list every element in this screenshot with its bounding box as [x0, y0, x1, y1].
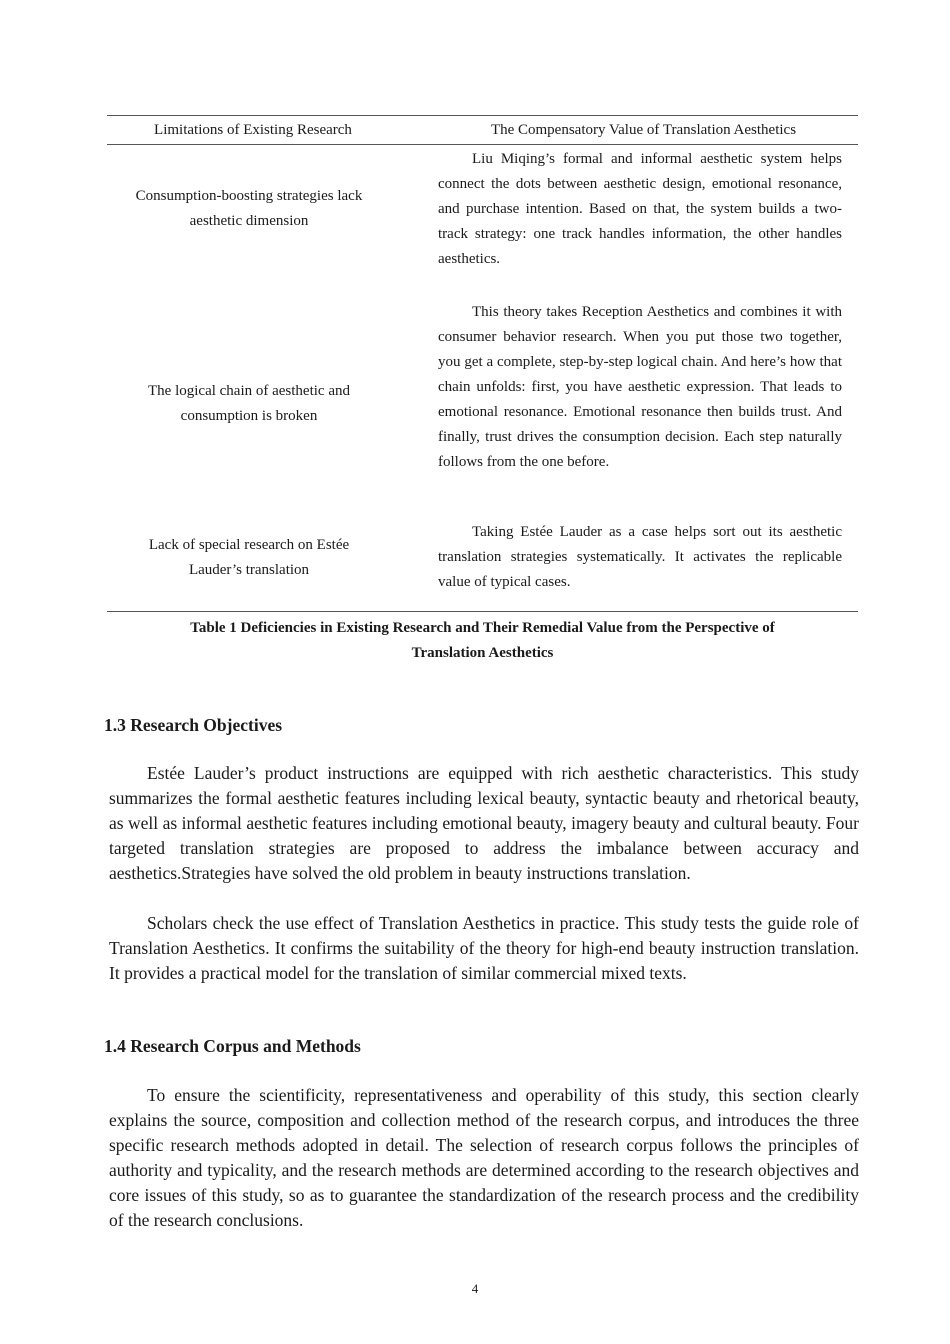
section-heading-research-corpus-methods: 1.4 Research Corpus and Methods	[104, 1036, 361, 1056]
table-cell-value-text: Taking Estée Lauder as a case helps sort out its aesthetic translation strategies systematically. It activates the replicable value of typical cases.	[438, 524, 842, 590]
table-cell-value	[399, 145, 858, 294]
body-paragraph: Scholars check the use effect of Translation Aesthetics in practice. This study tests the guide role of Translation Aesthetics. It confirms the suitability of the theory for high-end beauty instruction translation. It provides a practical model for the translation of similar commercial mixed texts.	[109, 913, 859, 983]
table-caption-line: Translation Aesthetics	[411, 645, 554, 661]
table-caption	[107, 616, 858, 666]
table-cell-limitation: Lack of special research on Estée Lauder’s translation	[148, 536, 350, 578]
table-header-limitations: Limitations of Existing Research	[154, 121, 352, 138]
research-limitations-table	[107, 115, 858, 612]
table-cell-value-text: This theory takes Reception Aesthetics and combines it with consumer behavior research. When you put those two together, you get a complete, step-by-step logical chain. And here’s how that chain unfolds: first, you have aesthetic expression. That leads to emotional resonance. Emotional resonance then builds trust. And finally, trust drives the consumption decision. Each step naturally follows from the one before.	[438, 304, 842, 470]
body-paragraph: To ensure the scientificity, representativeness and operability of this study, this section clearly explains the source, composition and collection method of the research corpus, and introduces the three specific research methods adopted in detail. The selection of research corpus follows the principles of authority and typicality, and the research methods are determined according to the research objectives and core issues of this study, so as to guarantee the standardization of the research process and the credibility of the research conclusions.	[109, 1085, 859, 1230]
section-heading-research-objectives: 1.3 Research Objectives	[104, 715, 283, 735]
body-paragraph: Estée Lauder’s product instructions are equipped with rich aesthetic characteristics. This study summarizes the formal aesthetic features including lexical beauty, syntactic beauty and rhetorical beauty, as well as informal aesthetic features including emotional beauty, imagery beauty and cultural beauty. Four targeted translation strategies are proposed to address the imbalance between accuracy and aesthetics.Strategies have solved the old problem in beauty instructions translation.	[109, 763, 859, 883]
table-caption-line: Table 1 Deficiencies in Existing Research and Their Remedial Value from the Perspective of	[190, 620, 775, 636]
table-cell-value	[399, 294, 858, 516]
table-row	[107, 294, 858, 516]
table-cell-limitation: Consumption-boosting strategies lack aesthetic dimension	[135, 187, 363, 229]
table-row	[107, 516, 858, 611]
page-number: 4	[471, 1281, 479, 1296]
table-header-row	[107, 116, 858, 145]
table-cell-limitation: The logical chain of aesthetic and consumption is broken	[148, 383, 350, 424]
table-cell-value-text: Liu Miqing’s formal and informal aesthetic system helps connect the dots between aesthetic design, emotional resonance, and purchase intention. Based on that, the system builds a two-track strategy: one track handles information, the other handles aesthetics.	[438, 151, 842, 267]
table-row	[107, 145, 858, 294]
table-cell-value	[399, 516, 858, 611]
table-header-compensatory-value: The Compensatory Value of Translation Aesthetics	[490, 121, 797, 138]
